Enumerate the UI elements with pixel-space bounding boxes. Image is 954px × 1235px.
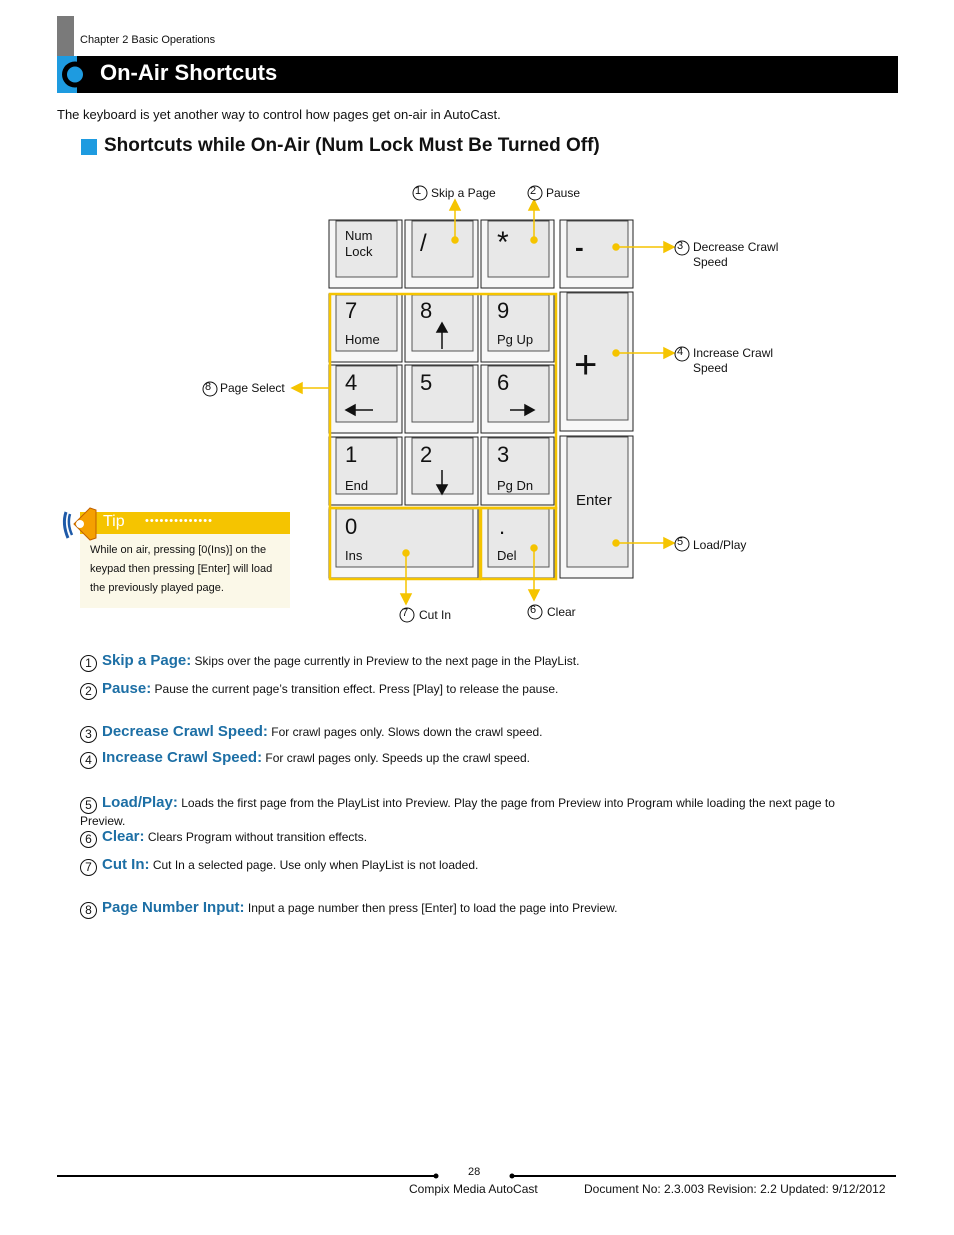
callout-number-7: 7 [402,607,409,619]
intro-paragraph: The keyboard is yet another way to control how pages get on-air in AutoCast. [57,107,501,122]
number-circle: 1 [80,655,97,672]
key-star-label: * [497,226,509,259]
description-cut-in [80,857,900,876]
callout-number-8: 8 [205,381,212,393]
tip-dots: •••••••••••••• [145,515,213,527]
key-1-label: 1 [345,442,358,467]
description-term: Pause: [102,680,152,697]
number-circle: 8 [80,902,97,919]
key-0-sublabel: Ins [345,548,363,563]
description-load-play [80,795,880,829]
callout-decrease-crawl-1: Decrease Crawl [693,240,779,254]
description-text: Cut In a selected page. Use only when PlayList is not loaded. [152,858,479,872]
section-title: On-Air Shortcuts [100,60,278,85]
description-text: Loads the first page from the PlayList into Preview. Play the page from Preview into Program while loading the next page to Preview. [80,796,835,828]
key-1-sublabel: End [345,478,369,493]
callout-increase-crawl-2: Speed [693,361,728,375]
key-numlock-label-1: Num [345,228,373,243]
tip-body: While on air, pressing [0(Ins)] on the keypad then pressing [Enter] will load the previously played page. [90,544,273,594]
speaker-icon [60,504,102,544]
description-text: Input a page number then press [Enter] to load the page into Preview. [247,901,618,915]
callout-skip-page: Skip a Page [431,186,496,200]
key-2-label: 2 [420,442,433,467]
key-8-label: 8 [420,298,433,323]
callout-clear: Clear [547,605,576,619]
description-term: Clear: [102,828,145,845]
key-9-sublabel: Pg Up [497,332,534,347]
key-enter-label: Enter [576,492,612,509]
callout-number-2: 2 [530,185,537,197]
key-7-label: 7 [345,298,358,323]
key-3-label: 3 [497,442,510,467]
key-dot-sublabel: Del [497,548,517,563]
description-clear [80,829,900,848]
number-circle: 4 [80,752,97,769]
number-circle: 6 [80,831,97,848]
callout-page-select: Page Select [220,381,285,395]
key-9-label: 9 [497,298,510,323]
key-6-label: 6 [497,370,510,395]
tip-label: Tip [103,513,125,530]
description-term: Skip a Page: [102,652,192,669]
footer-document-info: Document No: 2.3.003 Revision: 2.2 Updated: 9/12/2012 [584,1182,886,1196]
callout-cut-in: Cut In [419,608,452,622]
callout-increase-crawl-1: Increase Crawl [693,346,774,360]
description-term: Load/Play: [102,794,178,811]
description-term: Increase Crawl Speed: [102,749,263,766]
footer-product: Compix Media AutoCast [409,1182,538,1196]
callout-decrease-crawl-2: Speed [693,255,728,269]
description-text: Skips over the page currently in Preview to the next page in the PlayList. [194,654,580,668]
description-pause [80,681,900,700]
number-circle: 5 [80,797,97,814]
number-circle: 3 [80,726,97,743]
callout-number-4: 4 [677,346,684,358]
description-term: Cut In: [102,856,150,873]
callout-pause: Pause [546,186,581,200]
callout-number-6: 6 [530,604,537,616]
callout-load-play: Load/Play [693,538,747,552]
description-term: Page Number Input: [102,899,245,916]
number-circle: 2 [80,683,97,700]
key-5-label: 5 [420,370,433,395]
description-decrease-crawl [80,724,900,743]
callout-number-1: 1 [415,185,422,197]
key-numlock-label-2: Lock [345,244,373,259]
description-text: Pause the current page’s transition effect. Press [Play] to release the pause. [154,682,559,696]
page-number: 28 [468,1166,481,1178]
key-minus-label: - [575,232,584,262]
description-text: For crawl pages only. Speeds up the crawl speed. [265,751,531,765]
number-circle: 7 [80,859,97,876]
description-term: Decrease Crawl Speed: [102,723,268,740]
key-dot-label: . [499,514,506,539]
key-0-label: 0 [345,514,358,539]
callout-number-3: 3 [677,240,684,252]
key-slash-label: / [420,230,427,257]
description-text: For crawl pages only. Slows down the crawl speed. [271,725,543,739]
description-page-number-input [80,900,900,919]
chapter-label: Chapter 2 Basic Operations [80,34,216,46]
description-skip-page [80,653,900,672]
description-increase-crawl [80,750,900,769]
key-plus-label: + [574,343,598,387]
subsection-title: Shortcuts while On-Air (Num Lock Must Be Turned Off) [104,135,600,156]
key-4-label: 4 [345,370,358,395]
callout-number-5: 5 [677,536,684,548]
description-text: Clears Program without transition effects. [147,830,368,844]
key-3-sublabel: Pg Dn [497,478,534,493]
key-7-sublabel: Home [345,332,380,347]
